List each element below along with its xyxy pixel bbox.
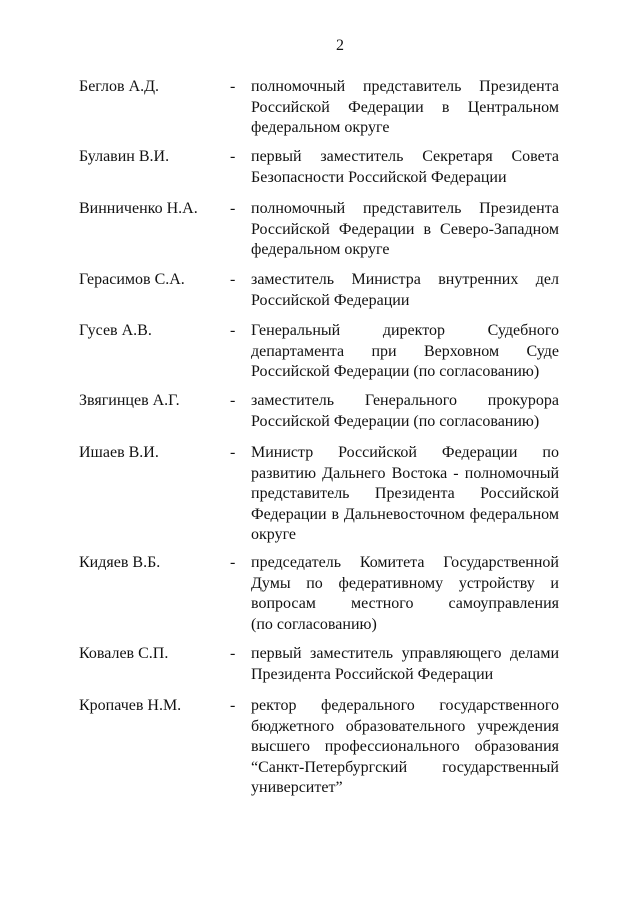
- member-name: Гусев А.В.: [79, 322, 152, 339]
- member-position: [251, 147, 559, 188]
- position-line: федеральном округе: [251, 241, 390, 258]
- position-line: Президента Российской Федерации: [251, 665, 494, 683]
- position-line: Федерации в Дальневосточном федеральном: [251, 505, 559, 523]
- member-name: Беглов А.Д.: [79, 78, 160, 95]
- position-line: полномочный представитель Президента: [251, 200, 559, 217]
- position-line: председатель Комитета Государственной: [251, 554, 559, 571]
- position-line: департамента при Верховном Суде: [251, 342, 559, 360]
- member-position: [251, 270, 559, 311]
- position-line: Думы по федеративному устройству и: [251, 574, 559, 592]
- position-line: первый заместитель управляющего делами: [251, 645, 559, 662]
- position-line: Российской Федерации (по согласованию): [251, 412, 540, 430]
- member-position: [251, 199, 559, 261]
- entry-dash: -: [230, 271, 236, 288]
- member-name: Ишаев В.И.: [79, 444, 159, 461]
- member-position: [251, 553, 559, 635]
- entry-dash: -: [230, 200, 236, 217]
- position-line: полномочный представитель Президента: [251, 78, 559, 95]
- member-position: [251, 696, 559, 799]
- position-line: развитию Дальнего Востока - полномочный: [251, 464, 559, 482]
- member-name: Ковалев С.П.: [79, 645, 169, 662]
- member-name: Кропачев Н.М.: [79, 697, 182, 714]
- position-line: Российской Федерации: [251, 291, 410, 309]
- entry-dash: -: [230, 392, 236, 409]
- position-line: (по согласованию): [251, 615, 377, 633]
- entry-dash: -: [230, 554, 236, 571]
- position-line: федеральном округе: [251, 119, 390, 136]
- entry-dash: -: [230, 78, 236, 95]
- member-position: [251, 321, 559, 383]
- position-line: Российской Федерации в Северо-Западном: [251, 220, 559, 238]
- position-line: Российской Федерации (по согласованию): [251, 363, 540, 380]
- member-position: [251, 77, 559, 139]
- position-line: первый заместитель Секретаря Совета: [251, 148, 559, 165]
- member-position: [251, 644, 559, 685]
- entry-dash: -: [230, 645, 236, 662]
- position-line: представитель Президента Российской: [251, 485, 559, 502]
- position-line: “Санкт-Петербургский государственный: [251, 758, 559, 776]
- member-position: [251, 443, 559, 546]
- position-line: заместитель Генерального прокурора: [251, 392, 559, 409]
- position-line: заместитель Министра внутренних дел: [251, 271, 559, 288]
- position-line: округе: [251, 526, 297, 543]
- member-name: Винниченко Н.А.: [79, 200, 198, 217]
- member-name: Булавин В.И.: [79, 148, 170, 165]
- member-name: Герасимов С.А.: [79, 271, 185, 288]
- page-number: 2: [336, 37, 344, 54]
- position-line: Российской Федерации в Центральном: [251, 98, 559, 116]
- position-line: вопросам местного самоуправления: [251, 595, 559, 612]
- entry-dash: -: [230, 322, 236, 339]
- member-name: Кидяев В.Б.: [79, 554, 161, 571]
- position-line: ректор федерального государственного: [251, 697, 559, 714]
- position-line: Министр Российской Федерации по: [251, 444, 559, 461]
- entry-dash: -: [230, 148, 236, 165]
- entry-dash: -: [230, 444, 236, 461]
- position-line: Генеральный директор Судебного: [251, 322, 559, 339]
- position-line: Безопасности Российской Федерации: [251, 168, 507, 186]
- member-position: [251, 391, 559, 432]
- position-line: университет”: [251, 779, 343, 796]
- entry-dash: -: [230, 697, 236, 714]
- position-line: бюджетного образовательного учреждения: [251, 717, 559, 735]
- member-name: Звягинцев А.Г.: [79, 392, 180, 409]
- position-line: высшего профессионального образования: [251, 738, 559, 755]
